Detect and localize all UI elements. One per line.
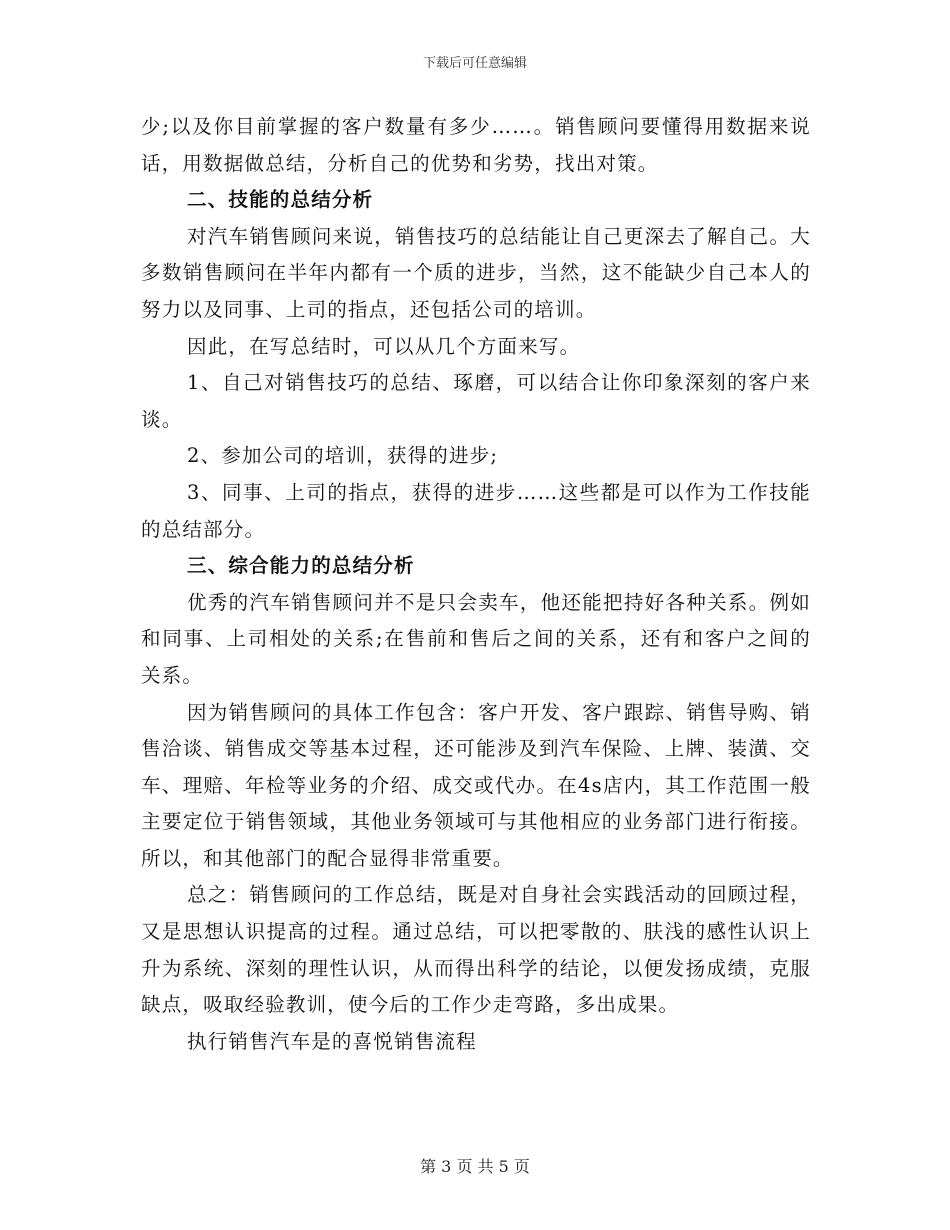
list-item: 1、自己对销售技巧的总结、琢磨，可以结合让你印象深刻的客户来谈。: [141, 371, 811, 431]
paragraph: 因此，在写总结时，可以从几个方面来写。: [187, 334, 581, 358]
paragraph: 执行销售汽车是的喜悦销售流程: [187, 1029, 477, 1053]
list-item: 2、参加公司的培训，获得的进步;: [187, 444, 499, 468]
paragraph: 对汽车销售顾问来说，销售技巧的总结能让自己更深去了解自己。大多数销售顾问在半年内都有一个质的进步，当然，这不能缺少自己本人的努力以及同事、上司的指点，还包括公司的培训。: [141, 224, 811, 321]
document-body: [141, 109, 811, 1060]
paragraph: 少;以及你目前掌握的客户数量有多少……。销售顾问要懂得用数据来说话，用数据做总结，分析自己的优势和劣势，找出对策。: [141, 115, 811, 175]
paragraph: 总之：销售顾问的工作总结，既是对自身社会实践活动的回顾过程，又是思想认识提高的过程。通过总结，可以把零散的、肤浅的感性认识上升为系统、深刻的理性认识，从而得出科学的结论，以便发扬成绩，克服缺点，吸取经验教训，使今后的工作少走弯路，多出成果。: [141, 883, 811, 1017]
paragraph: 因为销售顾问的具体工作包含：客户开发、客户跟踪、销售导购、销售洽谈、销售成交等基本过程，还可能涉及到汽车保险、上牌、装潢、交车、理赔、年检等业务的介绍、成交或代办。在4s店内，其工作范围一般主要定位于销售领域，其他业务领域可与其他相应的业务部门进行衔接。所以，和其他部门的配合显得非常重要。: [141, 700, 811, 870]
section-heading: 二、技能的总结分析: [187, 188, 374, 212]
section-heading: 三、综合能力的总结分析: [187, 554, 415, 578]
page-footer: 第 3 页 共 5 页: [420, 1157, 530, 1176]
list-item: 3、同事、上司的指点，获得的进步……这些都是可以作为工作技能的总结部分。: [141, 480, 811, 541]
paragraph: 优秀的汽车销售顾问并不是只会卖车，他还能把持好各种关系。例如和同事、上司相处的关系;在售前和售后之间的关系，还有和客户之间的关系。: [141, 590, 811, 687]
page-header: 下载后可任意编辑: [422, 56, 527, 71]
